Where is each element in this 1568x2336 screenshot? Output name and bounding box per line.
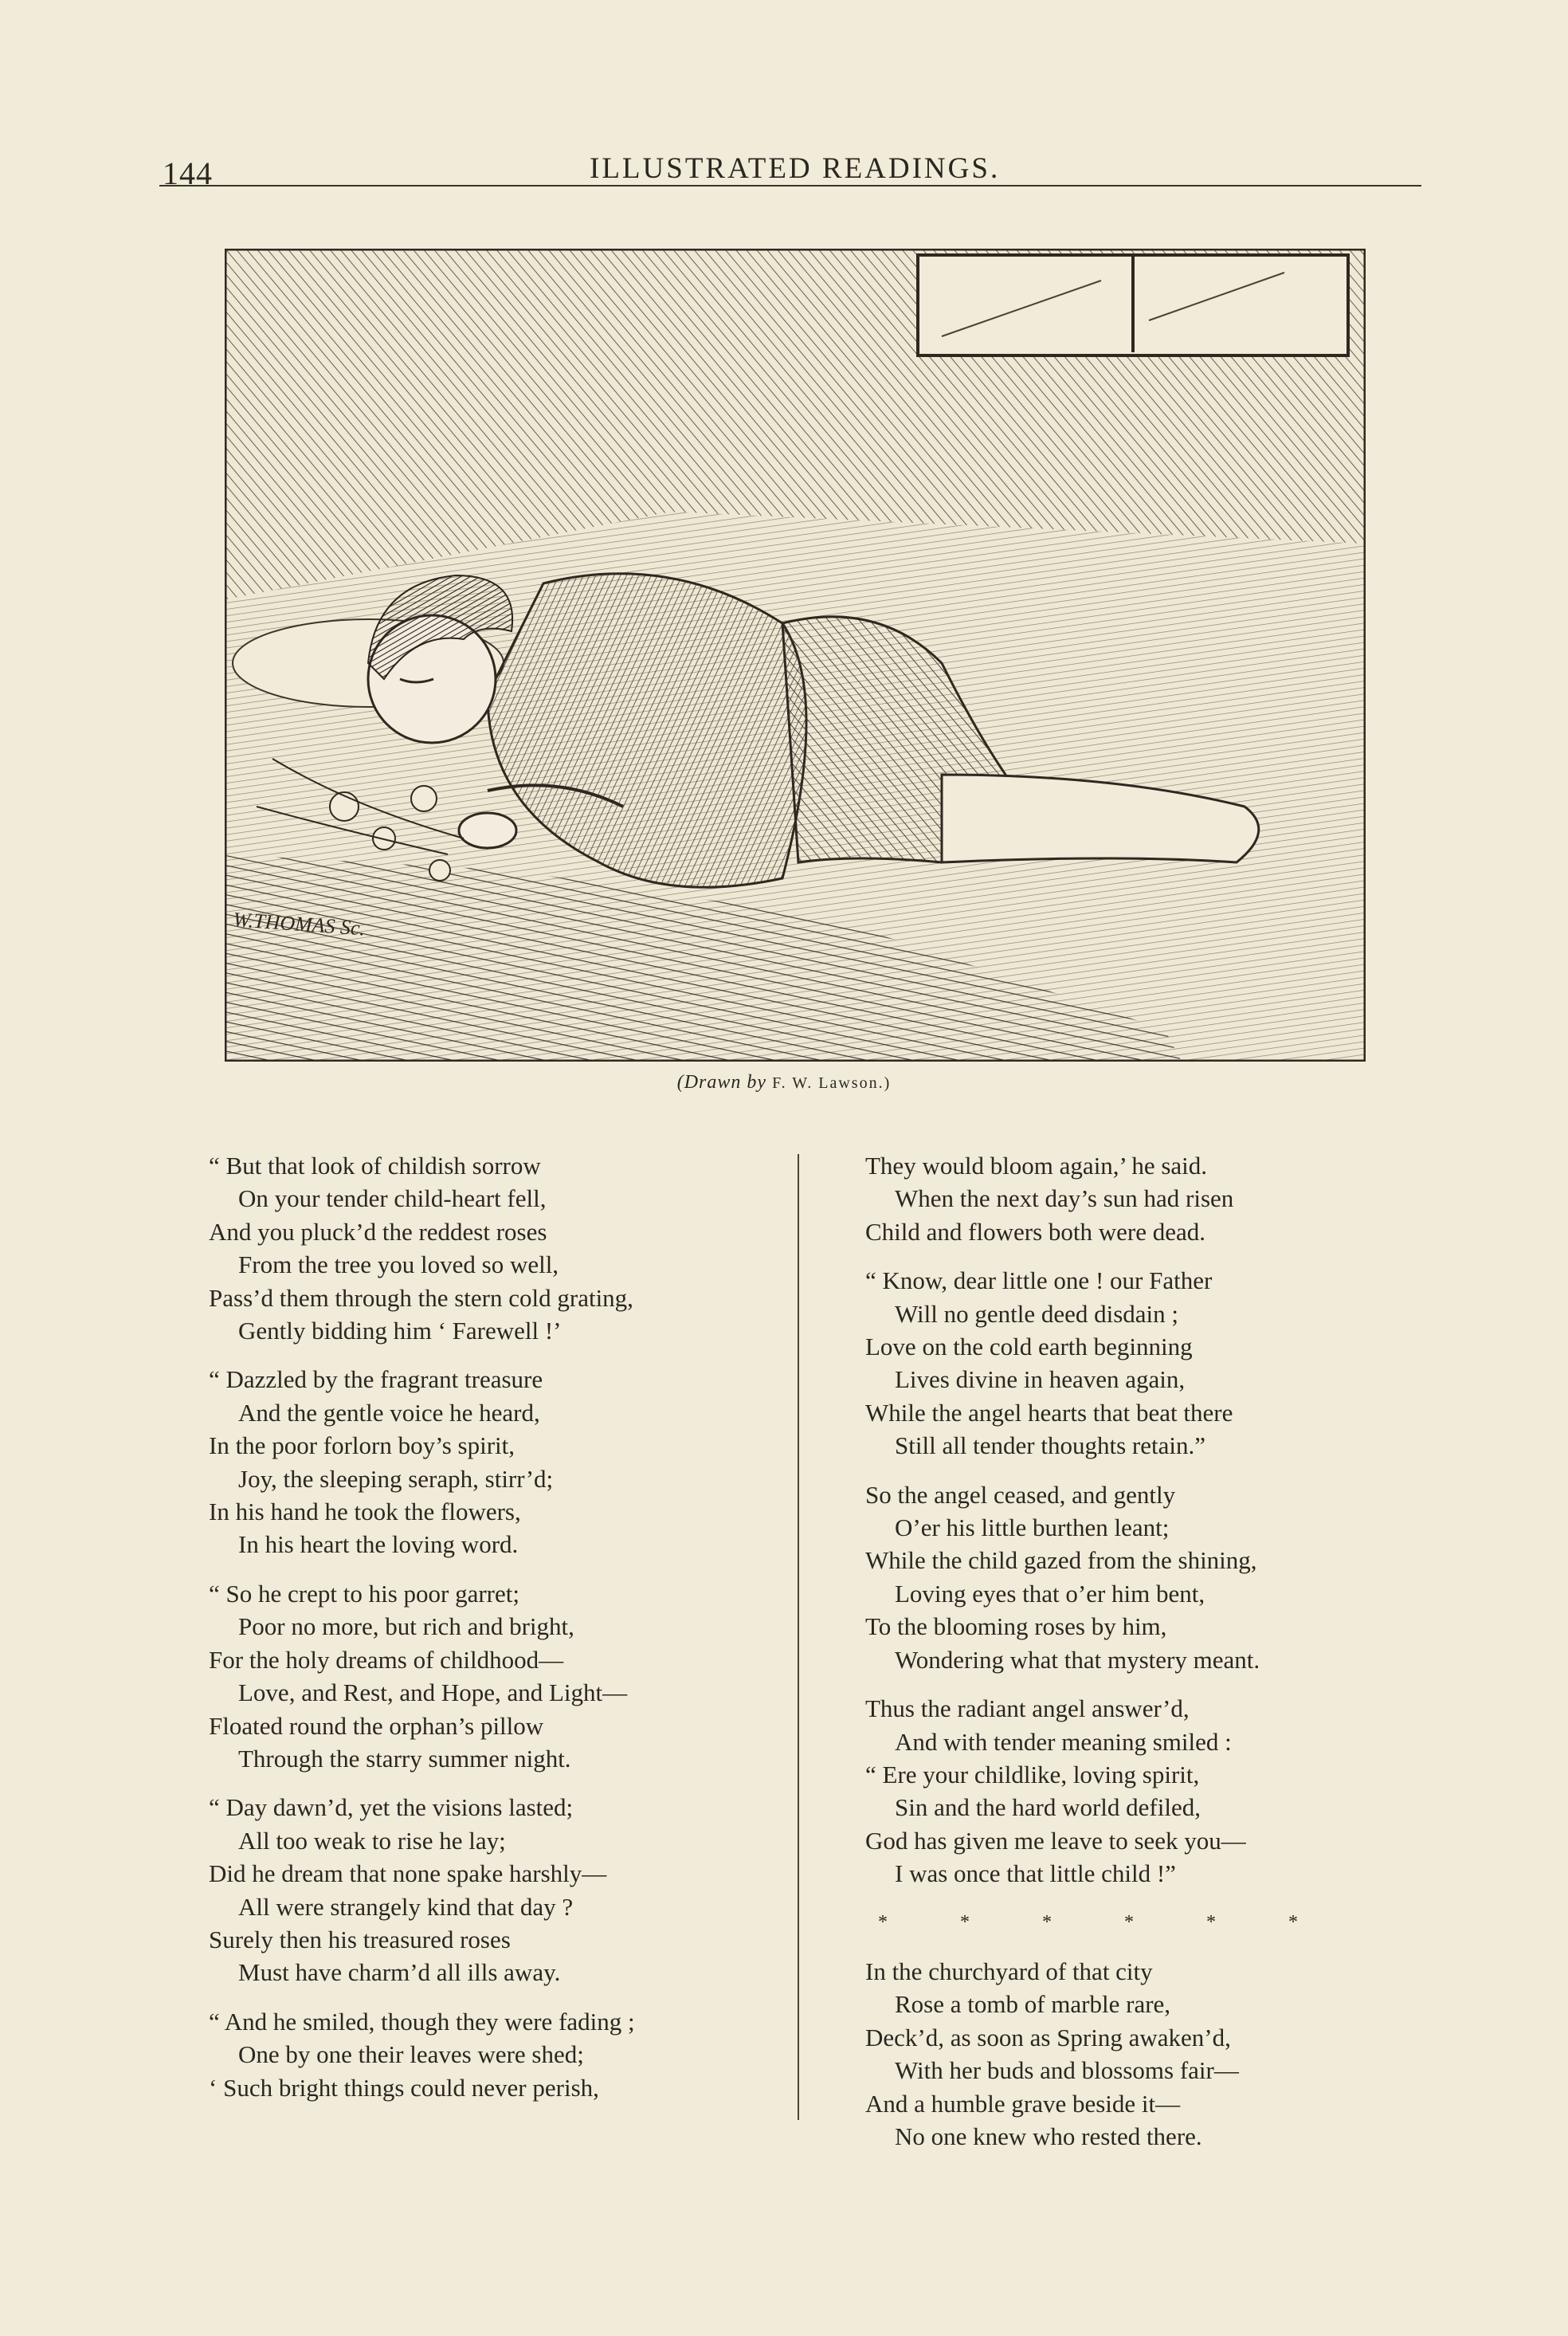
running-title: ILLUSTRATED READINGS. bbox=[590, 152, 1001, 185]
poem-line: All were strangely kind that day ? bbox=[238, 1892, 574, 1921]
poem-line: God has given me leave to seek you— bbox=[865, 1826, 1246, 1855]
poem-stanza bbox=[209, 1149, 635, 1347]
poem-line: While the angel hearts that beat there bbox=[865, 1398, 1233, 1427]
poem-stanza bbox=[865, 1692, 1298, 1890]
poem-stanza bbox=[865, 1149, 1298, 1248]
poem-line: “ And he smiled, though they were fading ; bbox=[209, 2007, 635, 2036]
poem-line: All too weak to rise he lay; bbox=[238, 1826, 506, 1855]
poem-line: In his hand he took the flowers, bbox=[209, 1498, 521, 1526]
asterisk: * bbox=[878, 1911, 888, 1933]
section-break-asterisks bbox=[865, 1906, 1298, 1939]
poem-line: From the tree you loved so well, bbox=[238, 1250, 559, 1279]
engraving-illustration bbox=[225, 249, 1366, 1062]
poem-line: “ Dazzled by the fragrant treasure bbox=[209, 1365, 543, 1394]
poem-line: “ Day dawn’d, yet the visions lasted; bbox=[209, 1793, 574, 1822]
poem-line: Lives divine in heaven again, bbox=[895, 1365, 1186, 1394]
engraver-signature: W.THOMAS Sc. bbox=[232, 908, 367, 940]
poem-line: O’er his little burthen leant; bbox=[895, 1513, 1170, 1542]
poem-line: Will no gentle deed disdain ; bbox=[895, 1299, 1179, 1328]
poem-right-column bbox=[865, 1149, 1298, 2169]
poem-line: “ Ere your childlike, loving spirit, bbox=[865, 1760, 1200, 1788]
poem-left-column bbox=[209, 1149, 635, 2120]
poem-line: Loving eyes that o’er him bent, bbox=[895, 1579, 1205, 1608]
poem-line: Thus the radiant angel answer’d, bbox=[865, 1694, 1190, 1723]
poem-line: “ Know, dear little one ! our Father bbox=[865, 1266, 1213, 1295]
credit-artist: F. W. Lawson.) bbox=[772, 1074, 892, 1092]
poem-stanza bbox=[865, 1955, 1298, 2153]
poem-line: Rose a tomb of marble rare, bbox=[895, 1990, 1171, 2019]
poem-line: For the holy dreams of childhood— bbox=[209, 1645, 564, 1674]
poem-line: They would bloom again,’ he said. bbox=[865, 1152, 1208, 1180]
poem-line: So the angel ceased, and gently bbox=[865, 1480, 1176, 1509]
poem-line: Joy, the sleeping seraph, stirr’d; bbox=[238, 1464, 554, 1493]
poem-line: With her buds and blossoms fair— bbox=[895, 2056, 1239, 2085]
poem-line: In his heart the loving word. bbox=[238, 1530, 519, 1559]
asterisk: * bbox=[1124, 1911, 1134, 1933]
asterisk: * bbox=[1206, 1911, 1216, 1933]
poem-stanza bbox=[209, 1577, 635, 1775]
poem-line: Surely then his treasured roses bbox=[209, 1925, 511, 1953]
poem-line: I was once that little child !” bbox=[895, 1859, 1176, 1888]
poem-line: Child and flowers both were dead. bbox=[865, 1217, 1205, 1246]
poem-line: Through the starry summer night. bbox=[238, 1744, 571, 1773]
header-rule bbox=[159, 185, 1421, 186]
poem-line: While the child gazed from the shining, bbox=[865, 1546, 1257, 1575]
asterisk: * bbox=[1288, 1911, 1298, 1933]
poem-stanza bbox=[865, 1264, 1298, 1462]
asterisk: * bbox=[960, 1911, 970, 1933]
poem-stanza bbox=[209, 2005, 635, 2104]
poem-line: In the churchyard of that city bbox=[865, 1957, 1153, 1985]
poem-line: When the next day’s sun had risen bbox=[895, 1184, 1234, 1213]
illustration-credit bbox=[0, 1072, 1568, 1093]
asterisk: * bbox=[1042, 1911, 1052, 1933]
poem-line: Love on the cold earth beginning bbox=[865, 1333, 1193, 1361]
poem-line: Sin and the hard world defiled, bbox=[895, 1793, 1201, 1822]
poem-line: In the poor forlorn boy’s spirit, bbox=[209, 1431, 515, 1460]
poem-line: Gently bidding him ‘ Farewell !’ bbox=[238, 1317, 562, 1345]
page-number: 144 bbox=[163, 155, 213, 191]
poem-line: Deck’d, as soon as Spring awaken’d, bbox=[865, 2023, 1231, 2051]
poem-line: Still all tender thoughts retain.” bbox=[895, 1431, 1205, 1460]
poem-line: ‘ Such bright things could never perish, bbox=[209, 2073, 599, 2102]
poem-line: Must have charm’d all ills away. bbox=[238, 1958, 561, 1987]
credit-prefix: (Drawn by bbox=[676, 1072, 767, 1093]
poem-stanza bbox=[209, 1791, 635, 1989]
poem-line: Floated round the orphan’s pillow bbox=[209, 1711, 544, 1740]
poem-line: Did he dream that none spake harshly— bbox=[209, 1859, 607, 1888]
poem-line: To the blooming roses by him, bbox=[865, 1612, 1167, 1641]
poem-line: And you pluck’d the reddest roses bbox=[209, 1217, 547, 1246]
poem-line: Pass’d them through the stern cold grating, bbox=[209, 1283, 633, 1312]
poem-stanza bbox=[209, 1363, 635, 1561]
poem-line: No one knew who rested there. bbox=[895, 2122, 1202, 2150]
poem-line: Poor no more, but rich and bright, bbox=[238, 1612, 574, 1641]
poem-stanza bbox=[865, 1478, 1298, 1676]
page-header bbox=[159, 148, 1421, 191]
poem-line: On your tender child-heart fell, bbox=[238, 1184, 547, 1213]
poem-line: “ So he crept to his poor garret; bbox=[209, 1579, 519, 1608]
column-divider bbox=[798, 1154, 799, 2120]
poem-line: And a humble grave beside it— bbox=[865, 2089, 1181, 2118]
sleeping-boy-hand bbox=[459, 813, 516, 848]
poem-line: And with tender meaning smiled : bbox=[895, 1727, 1232, 1756]
poem-line: Wondering what that mystery meant. bbox=[895, 1645, 1260, 1674]
poem-line: “ But that look of childish sorrow bbox=[209, 1152, 541, 1180]
poem-line: And the gentle voice he heard, bbox=[238, 1398, 540, 1427]
poem-line: One by one their leaves were shed; bbox=[238, 2040, 584, 2069]
poem-line: Love, and Rest, and Hope, and Light— bbox=[238, 1678, 628, 1707]
